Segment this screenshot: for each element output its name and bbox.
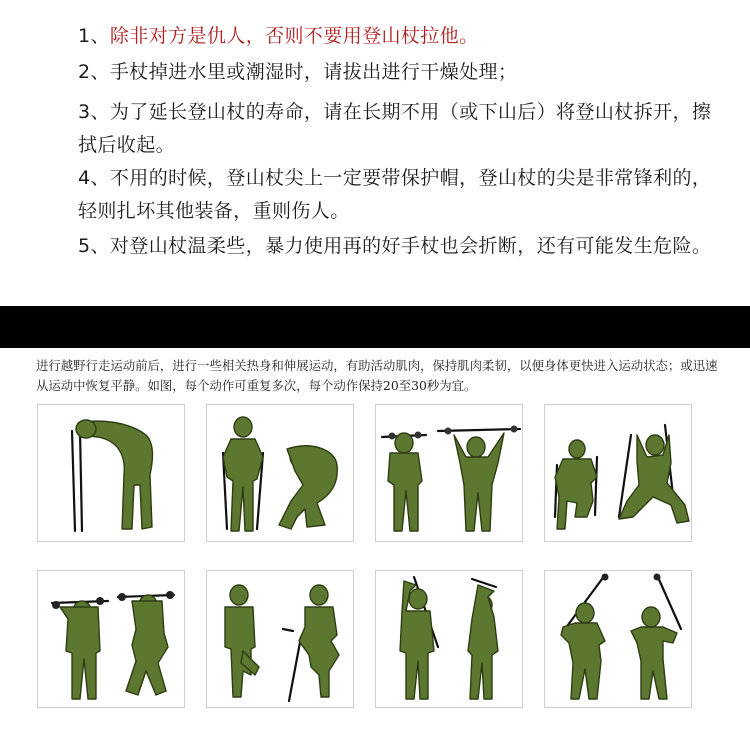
tip-1-number: 1、	[78, 25, 110, 47]
tip-4-number: 4、	[78, 167, 110, 189]
tip-5-number: 5、	[78, 235, 110, 257]
tip-1-text: 除非对方是仇人，否则不要用登山杖拉他。	[109, 25, 479, 47]
exercise-panel-4	[544, 404, 692, 542]
shoulder-pole-squat-icon	[38, 571, 186, 709]
tip-2-text: 手杖掉进水里或潮湿时，请拔出进行干燥处理；	[109, 61, 518, 83]
quad-stretch-icon	[207, 571, 355, 709]
overhead-pole-raise-icon	[376, 405, 524, 543]
exercise-panel-1	[37, 404, 185, 542]
lunge-stretch-icon	[545, 405, 693, 543]
exercise-panel-6	[206, 570, 354, 708]
tip-3-number: 3、	[78, 101, 110, 123]
triceps-stretch-icon	[376, 571, 524, 709]
tip-2	[78, 56, 718, 89]
tip-5-text: 对登山杖温柔些，暴力使用再的好手杖也会折断，还有可能发生危险。	[109, 235, 712, 257]
exercise-panel-5	[37, 570, 185, 708]
squat-stretch-icon	[207, 405, 355, 543]
tip-4-text: 不用的时候，登山杖尖上一定要带保护帽，登山杖的尖是非常锋利的，轻则扎坏其他装备，重则伤人。	[78, 167, 712, 222]
exercise-panel-3	[375, 404, 523, 542]
tip-5	[78, 230, 718, 263]
exercise-panel-2	[206, 404, 354, 542]
exercise-panel-8	[544, 570, 692, 708]
tip-4	[78, 162, 718, 228]
stretch-intro: 进行越野行走运动前后，进行一些相关热身和伸展运动，有助活动肌肉，保持肌肉柔韧，以便身体更快进入运动状态；或迅速从运动中恢复平静。如图，每个动作可重复多次，每个动作保持20至30秒为宜。	[36, 358, 718, 393]
separator-band	[0, 306, 750, 348]
tip-3	[78, 96, 718, 162]
tip-2-number: 2、	[78, 61, 110, 83]
exercise-panel-7	[375, 570, 523, 708]
tip-1	[78, 20, 718, 53]
side-bend-stretch-icon	[545, 571, 693, 709]
tip-3-text: 为了延长登山杖的寿命，请在长期不用（或下山后）将登山杖拆开，擦拭后收起。	[78, 101, 712, 156]
forward-bend-stretch-icon	[38, 405, 186, 543]
